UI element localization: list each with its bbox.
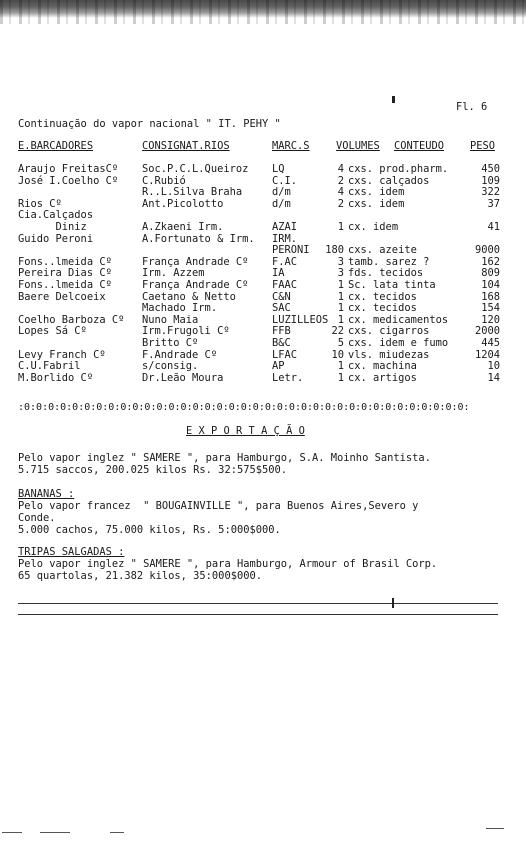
weight-cell: 162 bbox=[481, 255, 500, 268]
weight-cell: 104 bbox=[481, 279, 500, 291]
scan-scratch bbox=[2, 832, 22, 833]
consignee-cell: F.Andrade Cº bbox=[142, 348, 218, 361]
table-row bbox=[0, 302, 526, 314]
table-row bbox=[0, 233, 526, 245]
shipper-cell: Fons..lmeida Cº bbox=[18, 279, 112, 291]
table-row bbox=[0, 256, 526, 268]
table-row bbox=[0, 163, 526, 175]
contents-text: miudezas bbox=[379, 348, 430, 361]
contents-text: artigos bbox=[373, 371, 417, 384]
quantity-cell: 3 bbox=[337, 255, 344, 268]
contents-text: tecidos bbox=[373, 302, 417, 315]
weight-cell: 1204 bbox=[474, 348, 500, 361]
marks-cell: AZAI bbox=[272, 221, 298, 233]
shipper-cell: Fons..lmeida Cº bbox=[18, 255, 112, 268]
consignee-cell: França Andrade Cº bbox=[142, 255, 249, 268]
marks-cell: LFAC bbox=[272, 348, 298, 361]
contents-text: idem e fumo bbox=[379, 337, 449, 349]
quantity-cell: 4 bbox=[337, 163, 344, 175]
quantity-cell: 10 bbox=[331, 348, 344, 361]
unit-text: cx. bbox=[348, 371, 367, 384]
marks-cell: d/m bbox=[272, 197, 291, 210]
table-row bbox=[0, 279, 526, 291]
unit-text: cxs. bbox=[348, 186, 374, 199]
weight-cell: 322 bbox=[481, 186, 500, 199]
contents-text: azeite bbox=[379, 244, 417, 257]
marks-cell: d/m bbox=[272, 186, 291, 199]
tripas-title: TRIPAS SALGADAS : bbox=[18, 546, 125, 558]
unit-text: cxs. bbox=[348, 244, 374, 257]
consignee-cell: França Andrade Cº bbox=[142, 279, 249, 291]
contents-cell bbox=[348, 291, 417, 303]
page-number: Fl. 6 bbox=[456, 101, 488, 113]
contents-text: tecidos bbox=[379, 267, 424, 280]
shipper-cell: C.U.Fabril bbox=[18, 360, 81, 373]
quantity-cell: 1 bbox=[337, 371, 344, 384]
contents-cell bbox=[348, 256, 429, 268]
scan-scratch bbox=[486, 828, 504, 829]
ink-mark bbox=[392, 96, 395, 103]
consignee-cell: Ant.Picolotto bbox=[142, 197, 224, 210]
contents-cell bbox=[348, 337, 448, 349]
bananas-line-1: Pelo vapor francez " BOUGAINVILLE ", para Buenos Aires,Severo y bbox=[18, 500, 419, 512]
unit-text: cx. bbox=[348, 221, 367, 233]
col-volumes: VOLUMES bbox=[336, 140, 380, 152]
weight-cell: 37 bbox=[487, 197, 500, 210]
quantity-cell: 4 bbox=[337, 186, 344, 199]
scan-scratch bbox=[40, 832, 70, 833]
shipper-cell: Levy Franch Cº bbox=[18, 348, 106, 361]
weight-cell: 41 bbox=[487, 221, 500, 233]
weight-cell: 10 bbox=[487, 360, 500, 373]
unit-text: Sc. bbox=[348, 279, 367, 291]
col-marks: MARC.S bbox=[272, 140, 310, 152]
contents-cell bbox=[348, 372, 417, 384]
unit-text: vls. bbox=[348, 348, 374, 361]
contents-cell bbox=[348, 279, 436, 291]
separator-line: :0:0:0:0:0:0:0:0:0:0:0:0:0:0:0:0:0:0:0:0:0:0:0:0:0:0:0:0:0:0:0:0:0:0:0:0:0: bbox=[18, 402, 470, 413]
marks-cell: F.AC bbox=[272, 255, 298, 268]
weight-cell: 2000 bbox=[474, 325, 500, 338]
unit-text: fds. bbox=[348, 267, 374, 280]
quantity-cell: 3 bbox=[337, 267, 344, 280]
contents-cell bbox=[348, 349, 429, 361]
table-row bbox=[0, 267, 526, 279]
quantity-cell: 1 bbox=[337, 290, 344, 303]
contents-cell bbox=[348, 325, 429, 337]
quantity-cell: 2 bbox=[337, 174, 344, 187]
marks-cell: AP bbox=[272, 360, 285, 373]
quantity-cell: 2 bbox=[337, 197, 344, 210]
shipper-cell: Lopes Sá Cº bbox=[18, 325, 87, 338]
contents-cell bbox=[348, 198, 404, 210]
table-row bbox=[0, 349, 526, 361]
unit-text: cx. bbox=[348, 313, 367, 326]
shipper-cell: Cia.Calçados bbox=[18, 209, 94, 222]
quantity-cell: 1 bbox=[337, 302, 344, 315]
table-row bbox=[0, 175, 526, 187]
marks-cell: FAAC bbox=[272, 279, 298, 291]
contents-cell bbox=[348, 186, 404, 198]
contents-cell bbox=[348, 267, 423, 279]
contents-cell bbox=[348, 360, 417, 372]
unit-text: cxs. bbox=[348, 163, 374, 175]
marks-cell: LQ bbox=[272, 163, 285, 175]
scan-noise bbox=[0, 0, 526, 24]
unit-text: cxs. bbox=[348, 337, 374, 349]
bananas-title: BANANAS : bbox=[18, 488, 75, 500]
contents-cell bbox=[348, 209, 354, 221]
weight-cell: 120 bbox=[481, 313, 500, 326]
unit-text: tamb. bbox=[348, 255, 380, 268]
shipper-cell: Coelho Barboza Cº bbox=[18, 313, 125, 326]
col-consignee: CONSIGNAT.RIOS bbox=[142, 140, 230, 152]
bananas-line-2: Conde. bbox=[18, 512, 56, 524]
quantity-cell: 1 bbox=[337, 221, 344, 233]
contents-cell bbox=[348, 314, 448, 326]
weight-cell: 809 bbox=[481, 267, 500, 280]
quantity-cell: 22 bbox=[331, 325, 344, 338]
unit-text: cx. bbox=[348, 302, 367, 315]
contents-text: lata tinta bbox=[373, 279, 436, 291]
marks-cell: C&N bbox=[272, 290, 291, 303]
heading: Continuação do vapor nacional " IT. PEHY " bbox=[18, 118, 281, 130]
quantity-cell: 1 bbox=[337, 279, 344, 291]
consignee-cell: A.Fortunato & Irm. bbox=[142, 232, 255, 245]
bananas-line-3: 5.000 cachos, 75.000 kilos, Rs. 5:000$000. bbox=[18, 524, 281, 536]
col-contents: CONTEUDO bbox=[394, 140, 445, 152]
unit-text: cxs. bbox=[348, 174, 374, 187]
col-weight: PESO bbox=[470, 140, 496, 152]
closing-rule-2 bbox=[18, 614, 498, 615]
consignee-cell: Dr.Leão Moura bbox=[142, 371, 224, 384]
table-row bbox=[0, 337, 526, 349]
table-row bbox=[0, 360, 526, 372]
shipper-cell: Pereira Dias Cº bbox=[18, 267, 112, 280]
shipper-cell: Guido Peroni bbox=[18, 232, 94, 245]
contents-text: idem bbox=[379, 197, 405, 210]
contents-text: cigarros bbox=[379, 325, 430, 338]
weight-cell: 14 bbox=[487, 371, 500, 384]
tripas-line-2: 65 quartolas, 21.382 kilos, 35:000$000. bbox=[18, 570, 262, 582]
contents-text: tecidos bbox=[373, 290, 417, 303]
table-row bbox=[0, 198, 526, 210]
consignee-cell: Irm. Azzem bbox=[142, 267, 205, 280]
quantity-cell: 5 bbox=[337, 337, 344, 349]
shipper-cell: M.Borlido Cº bbox=[18, 371, 94, 384]
unit-text: cx. bbox=[348, 290, 367, 303]
marks-cell: B&C bbox=[272, 337, 291, 349]
consignee-cell: Soc.P.C.L.Queiroz bbox=[142, 163, 249, 175]
table-row bbox=[0, 291, 526, 303]
weight-cell: 9000 bbox=[474, 244, 500, 257]
shipper-cell: José I.Coelho Cº bbox=[18, 174, 119, 187]
table-row bbox=[0, 372, 526, 384]
table-row bbox=[0, 244, 526, 256]
contents-text: idem bbox=[373, 221, 399, 233]
contents-cell bbox=[348, 163, 448, 175]
table-row bbox=[0, 186, 526, 198]
table-row bbox=[0, 314, 526, 326]
table-row bbox=[0, 221, 526, 233]
contents-text: calçados bbox=[379, 174, 430, 187]
table-row bbox=[0, 325, 526, 337]
contents-cell bbox=[348, 233, 354, 245]
scan-scratch bbox=[110, 832, 124, 833]
shipper-cell: Rios Cº bbox=[18, 197, 62, 210]
weight-cell: 445 bbox=[481, 337, 500, 349]
marks-cell: Letr. bbox=[272, 371, 304, 384]
marks-cell: IRM. bbox=[272, 232, 298, 245]
marks-cell: IA bbox=[272, 267, 285, 280]
col-shipper: E.BARCADORES bbox=[18, 140, 94, 152]
quantity-cell: 1 bbox=[337, 360, 344, 373]
export-title: E X P O R T A Ç Ã O bbox=[186, 425, 305, 437]
marks-cell: LUZILLEOS bbox=[272, 313, 329, 326]
export-line-2: 5.715 saccos, 200.025 kilos Rs. 32:575$500. bbox=[18, 464, 287, 476]
consignee-cell: R..L.Silva Braha bbox=[142, 186, 243, 199]
consignee-cell: s/consig. bbox=[142, 360, 199, 373]
marks-cell: SAC bbox=[272, 302, 291, 315]
contents-text: medicamentos bbox=[373, 313, 449, 326]
contents-cell bbox=[348, 221, 398, 233]
unit-text: cxs. bbox=[348, 197, 374, 210]
quantity-cell: 180 bbox=[325, 244, 344, 257]
contents-text: machina bbox=[373, 360, 417, 373]
shipper-cell: Diniz bbox=[18, 221, 87, 233]
unit-text: cxs. bbox=[348, 325, 374, 338]
consignee-cell: Caetano & Netto bbox=[142, 290, 236, 303]
consignee-cell: Britto Cº bbox=[142, 337, 199, 349]
closing-rule-1 bbox=[18, 603, 498, 604]
quantity-cell: 1 bbox=[337, 313, 344, 326]
marks-cell: FFB bbox=[272, 325, 291, 338]
consignee-cell: A.Zkaeni Irm. bbox=[142, 221, 224, 233]
export-line-1: Pelo vapor inglez " SAMERE ", para Hamburgo, S.A. Moinho Santista. bbox=[18, 452, 431, 464]
consignee-cell: Machado Irm. bbox=[142, 302, 218, 315]
contents-text: idem bbox=[379, 186, 405, 199]
tripas-line-1: Pelo vapor inglez " SAMERE ", para Hamburgo, Armour of Brasil Corp. bbox=[18, 558, 438, 570]
weight-cell: 109 bbox=[481, 174, 500, 187]
weight-cell: 168 bbox=[481, 290, 500, 303]
consignee-cell: Irm.Frugoli Cº bbox=[142, 325, 230, 338]
contents-cell bbox=[348, 302, 417, 314]
consignee-cell: C.Rubió bbox=[142, 174, 186, 187]
unit-text: cx. bbox=[348, 360, 367, 373]
contents-cell bbox=[348, 175, 429, 187]
table-row bbox=[0, 209, 526, 221]
shipper-cell: Baere Delcoeix bbox=[18, 290, 106, 303]
shipper-cell: Araujo FreitasCº bbox=[18, 163, 119, 175]
weight-cell: 154 bbox=[481, 302, 500, 315]
marks-cell: C.I. bbox=[272, 174, 298, 187]
contents-text: sarez ? bbox=[385, 255, 430, 268]
consignee-cell: Nuno Maia bbox=[142, 313, 199, 326]
contents-text: prod.pharm. bbox=[379, 163, 449, 175]
ink-mark bbox=[392, 598, 394, 608]
weight-cell: 450 bbox=[481, 163, 500, 175]
marks-cell: PERONI bbox=[272, 244, 310, 257]
contents-cell bbox=[348, 244, 417, 256]
